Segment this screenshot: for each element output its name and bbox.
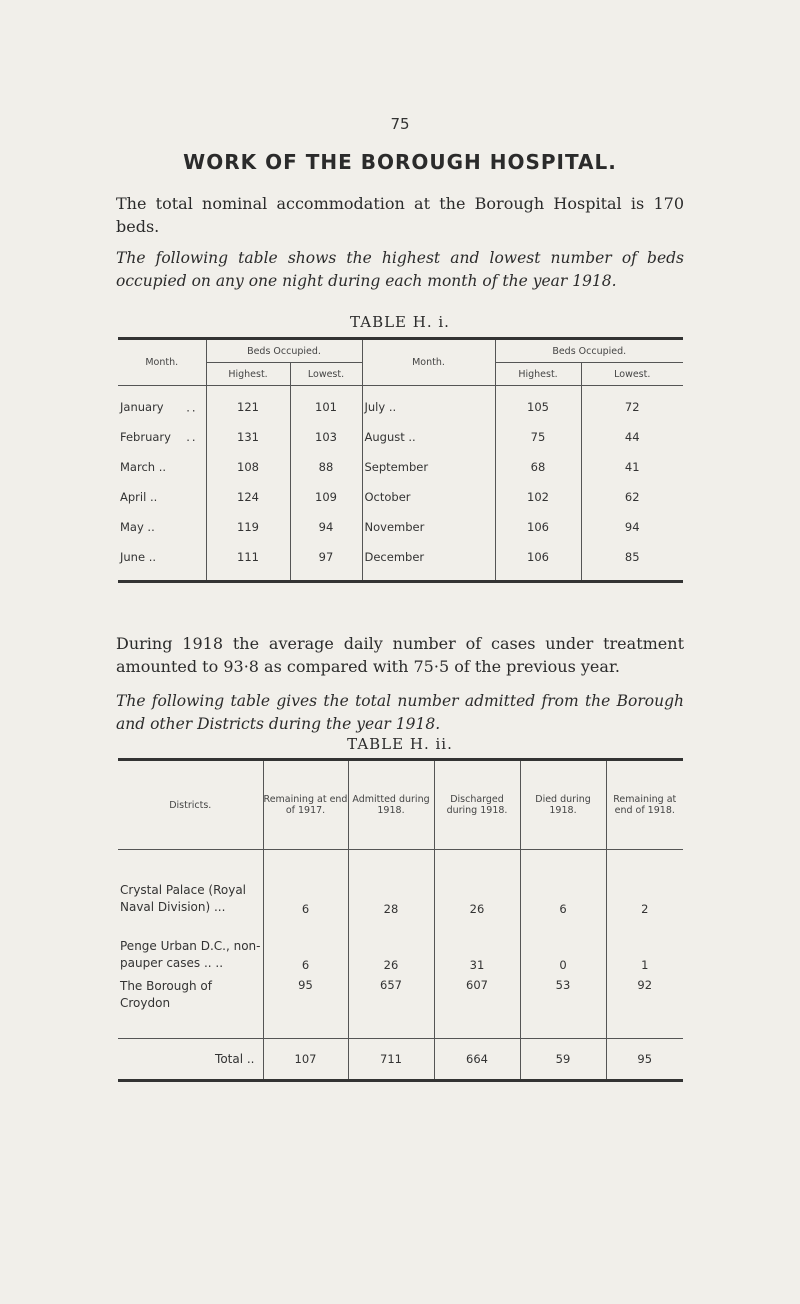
beds-occupied-header-left: Beds Occupied. <box>206 339 362 363</box>
highest-cell: 124 <box>206 482 290 512</box>
table-row <box>118 422 683 452</box>
total-row <box>118 1039 683 1081</box>
lowest-cell: 109 <box>290 482 362 512</box>
table-row <box>118 452 683 482</box>
discharged-header: Discharged during 1918. <box>434 760 520 850</box>
total-remaining-end: 95 <box>637 1052 653 1066</box>
died-cell: 53 <box>520 972 606 1012</box>
admissions-table <box>118 758 683 1082</box>
admitted-cell: 28 <box>348 850 434 917</box>
month-cell: September <box>362 452 495 482</box>
intro-paragraph: The total nominal accommodation at the Borough Hospital is 170 beds. <box>116 194 684 236</box>
month-cell: June .. <box>118 542 206 582</box>
highest-cell: 121 <box>206 386 290 423</box>
lowest-header-right: Lowest. <box>581 363 683 386</box>
table1-intro: The following table shows the highest and lowest number of beds occupied on any one night during each month of the year 1918. <box>116 249 684 290</box>
total-died: 59 <box>520 1039 606 1081</box>
highest-cell: 111 <box>206 542 290 582</box>
remaining-start-cell: 6 <box>263 916 348 972</box>
remaining-end-cell: 92 <box>637 978 653 992</box>
table-row <box>118 916 683 972</box>
total-label: Total .. <box>118 1039 263 1081</box>
page-title: WORK OF THE BOROUGH HOSPITAL. <box>183 150 617 174</box>
admitted-cell: 26 <box>348 916 434 972</box>
table-row <box>118 386 683 423</box>
lowest-cell: 101 <box>290 386 362 423</box>
remaining-start-cell: 95 <box>263 972 348 1012</box>
total-discharged: 664 <box>434 1039 520 1081</box>
died-cell: 6 <box>520 850 606 917</box>
lowest-cell: 97 <box>290 542 362 582</box>
discharged-cell: 26 <box>434 850 520 917</box>
month-cell: October <box>362 482 495 512</box>
total-remaining-start: 107 <box>263 1039 348 1081</box>
lowest-cell: 62 <box>624 490 640 504</box>
highest-cell: 108 <box>206 452 290 482</box>
month-cell: March .. <box>118 452 206 482</box>
remaining-end-cell: 1 <box>641 958 649 972</box>
highest-cell: 68 <box>495 452 581 482</box>
table-row <box>118 482 683 512</box>
discharged-cell: 607 <box>434 972 520 1012</box>
table2-caption: TABLE H. ii. <box>347 735 453 753</box>
lowest-header-left: Lowest. <box>290 363 362 386</box>
average-paragraph: During 1918 the average daily number of cases under treatment amounted to 93·8 as compared with 75·5 of the previous year. <box>116 634 684 676</box>
highest-cell: 102 <box>495 482 581 512</box>
beds-occupied-header-right: Beds Occupied. <box>495 339 683 363</box>
month-cell: July .. <box>362 386 495 423</box>
remaining-start-header: Remaining at end of 1917. <box>263 760 348 850</box>
lowest-cell: 72 <box>624 400 640 414</box>
remaining-end-header: Remaining at end of 1918. <box>606 760 683 850</box>
month-cell: May .. <box>118 512 206 542</box>
districts-header: Districts. <box>118 760 263 850</box>
table-row <box>118 972 683 1012</box>
table2-intro: The following table gives the total number admitted from the Borough and other Districts during the year 1918. <box>116 692 684 733</box>
lowest-cell: 88 <box>290 452 362 482</box>
highest-cell: 131 <box>206 422 290 452</box>
admitted-cell: 657 <box>348 972 434 1012</box>
table-row <box>118 512 683 542</box>
highest-cell: 106 <box>495 512 581 542</box>
page-number: 75 <box>390 115 410 133</box>
died-header: Died during 1918. <box>520 760 606 850</box>
month-header-left: Month. <box>118 339 206 386</box>
highest-cell: 119 <box>206 512 290 542</box>
district-cell: The Borough of Croydon <box>118 972 263 1012</box>
lowest-cell: 44 <box>624 430 640 444</box>
lowest-cell: 94 <box>624 520 640 534</box>
discharged-cell: 31 <box>434 916 520 972</box>
highest-cell: 105 <box>495 386 581 423</box>
month-cell: April .. <box>118 482 206 512</box>
table-row <box>118 542 683 582</box>
highest-cell: 106 <box>495 542 581 582</box>
highest-cell: 75 <box>495 422 581 452</box>
month-cell: November <box>362 512 495 542</box>
lowest-cell: 41 <box>624 460 640 474</box>
lowest-cell: 103 <box>290 422 362 452</box>
leader-dots: .. <box>186 430 198 444</box>
remaining-end-cell: 2 <box>641 902 649 916</box>
district-cell: Crystal Palace (Royal Naval Division) ... <box>118 850 263 917</box>
beds-occupied-table <box>118 337 683 583</box>
month-header-right: Month. <box>362 339 495 386</box>
month-cell: February .. <box>118 422 206 452</box>
lowest-cell: 94 <box>290 512 362 542</box>
table1-caption: TABLE H. i. <box>350 313 450 331</box>
month-cell: December <box>362 542 495 582</box>
remaining-start-cell: 6 <box>263 850 348 917</box>
table-row <box>118 850 683 917</box>
highest-header-left: Highest. <box>206 363 290 386</box>
lowest-cell: 85 <box>624 550 640 564</box>
died-cell: 0 <box>520 916 606 972</box>
leader-dots: .. <box>186 400 198 415</box>
month-cell: August .. <box>362 422 495 452</box>
district-cell: Penge Urban D.C., non-pauper cases .. .. <box>118 916 263 972</box>
total-admitted: 711 <box>348 1039 434 1081</box>
month-cell: January .. <box>118 386 206 423</box>
admitted-header: Admitted during 1918. <box>348 760 434 850</box>
highest-header-right: Highest. <box>495 363 581 386</box>
